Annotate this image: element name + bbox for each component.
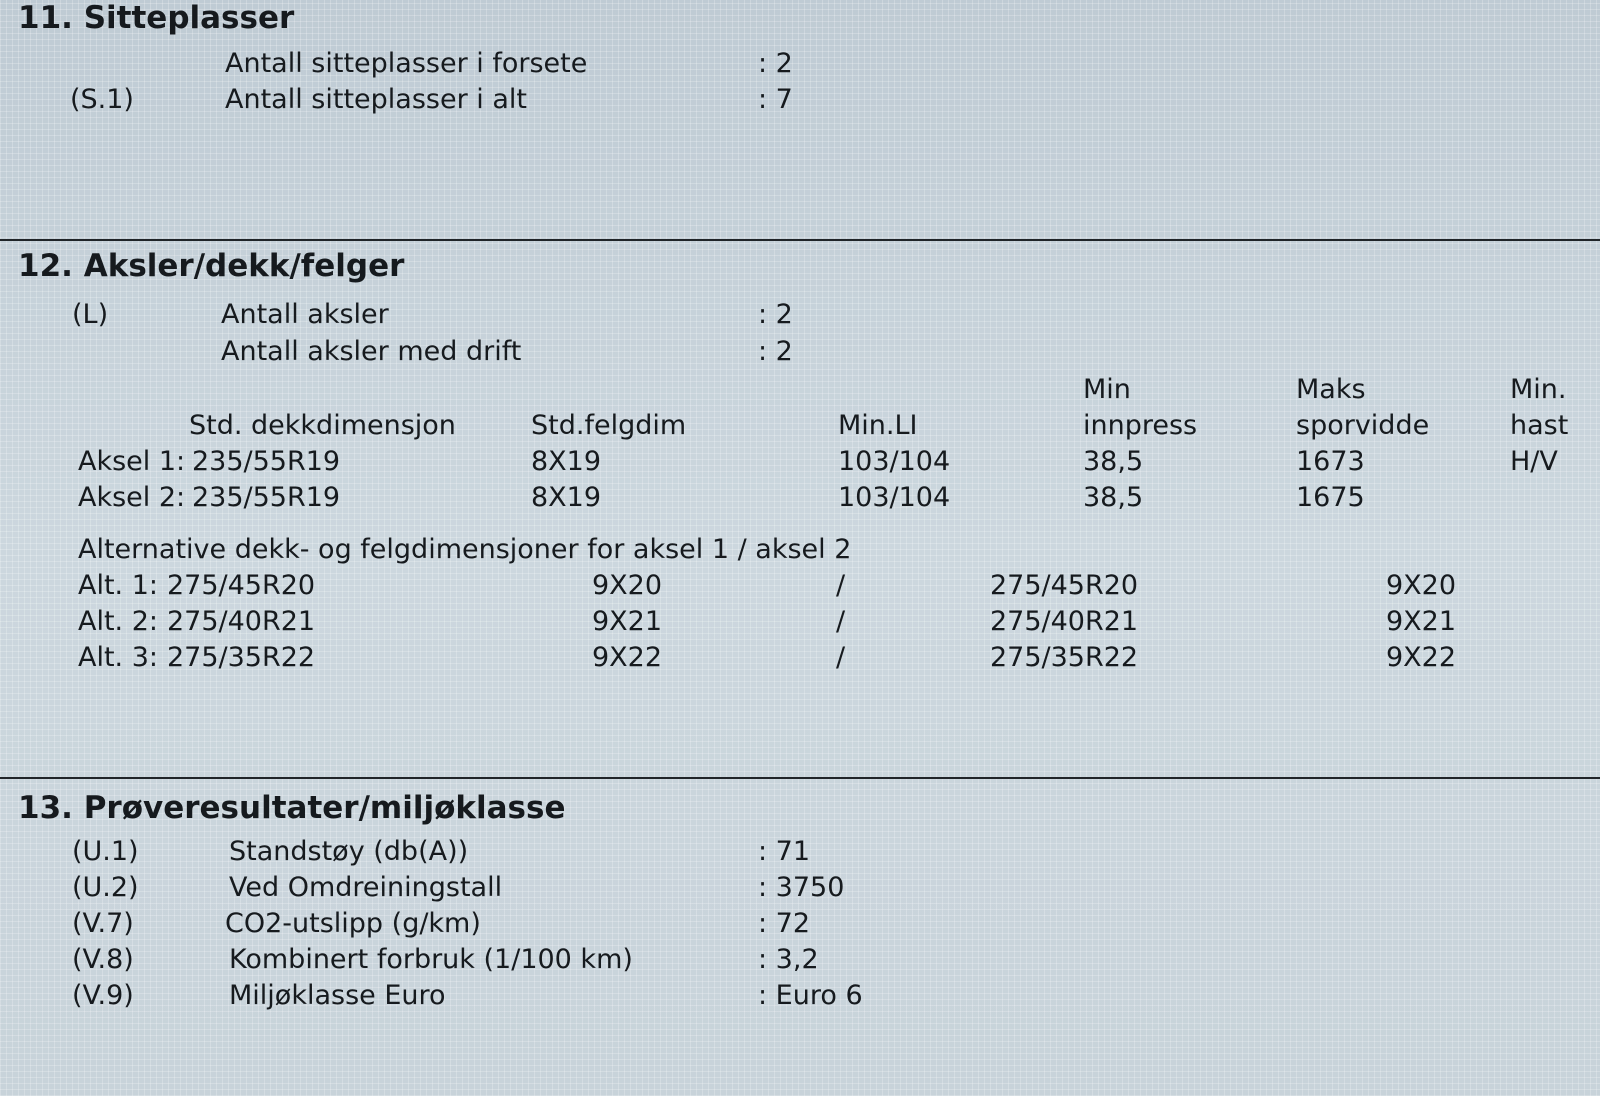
label-consumption: Kombinert forbruk (1/100 km): [229, 944, 633, 975]
axle-1-name: Aksel 1:: [78, 446, 186, 477]
value-driven-axles: : 2: [758, 336, 793, 367]
value-rpm: : 3750: [758, 872, 845, 903]
alt-3-name: Alt. 3:: [78, 642, 158, 673]
value-co2: : 72: [758, 908, 811, 939]
section-title-axles: 12. Aksler/dekk/felger: [18, 248, 405, 284]
code-noise: (U.1): [72, 836, 139, 867]
alt-3-felg1: 9X22: [592, 642, 663, 673]
code-axles: (L): [72, 299, 109, 330]
label-front-seats: Antall sitteplasser i forsete: [225, 48, 588, 79]
label-axle-count: Antall aksler: [221, 299, 389, 330]
value-front-seats: : 2: [758, 48, 793, 79]
value-noise: : 71: [758, 836, 811, 867]
alt-2-name: Alt. 2:: [78, 606, 158, 637]
value-euro-class: : Euro 6: [758, 980, 863, 1011]
alt-3-felg2: 9X22: [1386, 642, 1457, 673]
label-driven-axles: Antall aksler med drift: [221, 336, 522, 367]
axle-1-hast: H/V: [1510, 446, 1558, 477]
axle-1-spor: 1673: [1296, 446, 1365, 477]
axle-2-spor: 1675: [1296, 482, 1365, 513]
label-noise: Standstøy (db(A)): [229, 836, 469, 867]
header-felg: Std.felgdim: [531, 410, 687, 441]
value-axle-count: : 2: [758, 299, 793, 330]
alt-1-separator: /: [836, 570, 846, 601]
alt-2-dekk2: 275/40R21: [990, 606, 1139, 637]
axle-2-innpress: 38,5: [1083, 482, 1144, 513]
alt-2-felg2: 9X21: [1386, 606, 1457, 637]
code-total-seats: (S.1): [70, 84, 134, 115]
alt-3-dekk2: 275/35R22: [990, 642, 1139, 673]
section-title-seats: 11. Sitteplasser: [18, 0, 295, 36]
axle-1-li: 103/104: [838, 446, 951, 477]
header-hast-line2: hast: [1510, 410, 1569, 441]
alt-3-separator: /: [836, 642, 846, 673]
value-total-seats: : 7: [758, 84, 793, 115]
alt-3-dekk1: 275/35R22: [167, 642, 316, 673]
alt-2-dekk1: 275/40R21: [167, 606, 316, 637]
code-euro-class: (V.9): [72, 980, 134, 1011]
alt-1-name: Alt. 1:: [78, 570, 158, 601]
alt-1-felg1: 9X20: [592, 570, 663, 601]
header-spor-line1: Maks: [1296, 374, 1366, 405]
header-spor-line2: sporvidde: [1296, 410, 1430, 441]
axle-2-li: 103/104: [838, 482, 951, 513]
axle-1-felg: 8X19: [531, 446, 602, 477]
axle-2-name: Aksel 2:: [78, 482, 186, 513]
header-dekk: Std. dekkdimensjon: [189, 410, 456, 441]
alt-1-dekk1: 275/45R20: [167, 570, 316, 601]
alternatives-title: Alternative dekk- og felgdimensjoner for aksel 1 / aksel 2: [78, 534, 852, 565]
code-rpm: (U.2): [72, 872, 139, 903]
header-innpress-line2: innpress: [1083, 410, 1198, 441]
axle-1-innpress: 38,5: [1083, 446, 1144, 477]
label-co2: CO2-utslipp (g/km): [225, 908, 481, 939]
axle-2-dekk: 235/55R19: [192, 482, 341, 513]
label-total-seats: Antall sitteplasser i alt: [225, 84, 527, 115]
section-title-test-results: 13. Prøveresultater/miljøklasse: [18, 790, 566, 826]
section-divider: [0, 777, 1600, 779]
header-hast-line1: Min.: [1510, 374, 1567, 405]
code-consumption: (V.8): [72, 944, 134, 975]
alt-2-separator: /: [836, 606, 846, 637]
label-rpm: Ved Omdreiningstall: [229, 872, 503, 903]
axle-2-felg: 8X19: [531, 482, 602, 513]
alt-1-dekk2: 275/45R20: [990, 570, 1139, 601]
alt-1-felg2: 9X20: [1386, 570, 1457, 601]
axle-1-dekk: 235/55R19: [192, 446, 341, 477]
section-divider: [0, 239, 1600, 241]
label-euro-class: Miljøklasse Euro: [229, 980, 446, 1011]
header-innpress-line1: Min: [1083, 374, 1131, 405]
header-li: Min.LI: [838, 410, 918, 441]
alt-2-felg1: 9X21: [592, 606, 663, 637]
value-consumption: : 3,2: [758, 944, 819, 975]
code-co2: (V.7): [72, 908, 134, 939]
